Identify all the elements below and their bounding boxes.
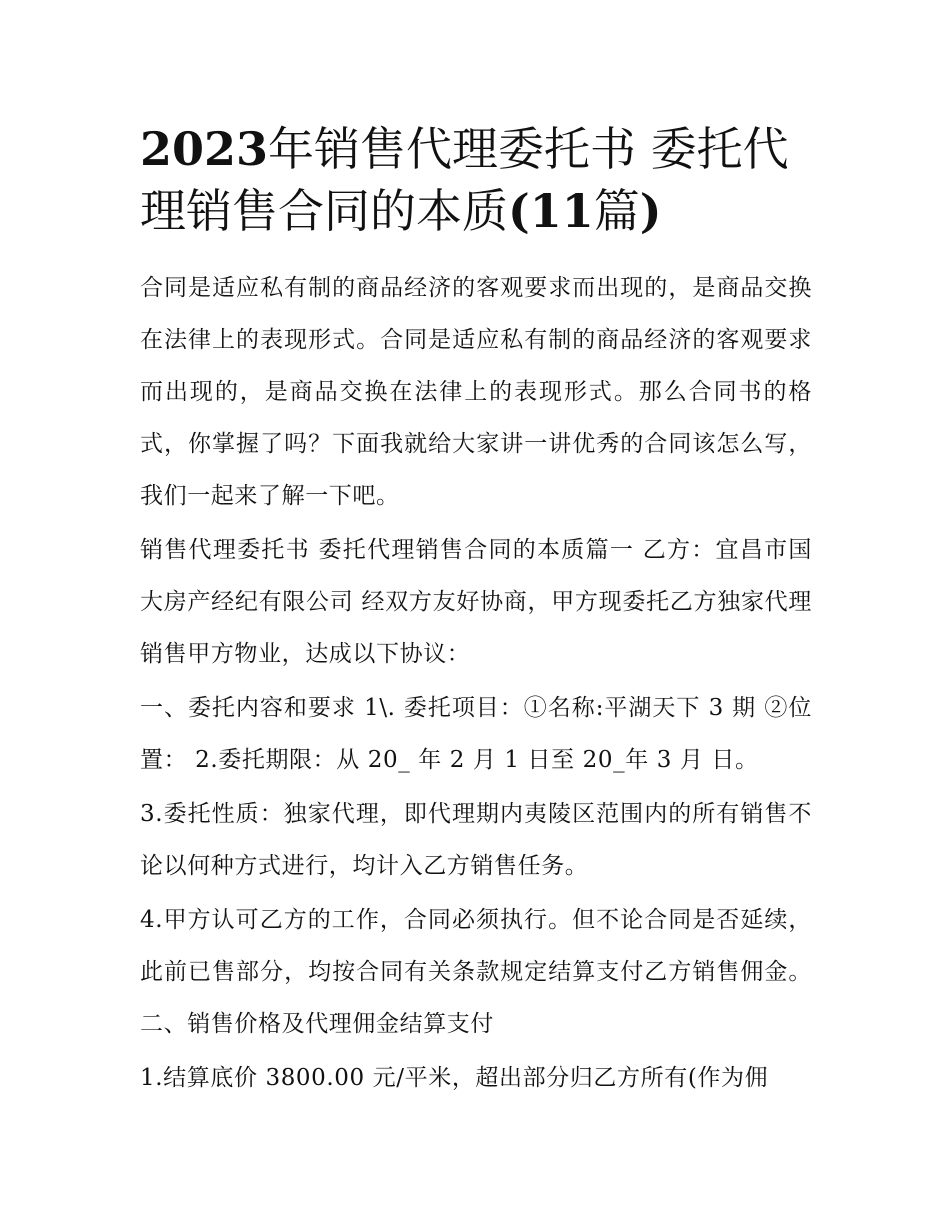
- document-page: [140, 118, 812, 1106]
- paragraph-clause-1: 一、委托内容和要求 1\. 委托项目：①名称:平湖天下 3 期 ②位置： 2.委托期限：从 20_ 年 2 月 1 日至 20_年 3 月 日。: [140, 695, 812, 773]
- paragraph-price: 1.结算底价 3800.00 元/平米，超出部分归乙方所有(作为佣: [140, 1065, 769, 1091]
- document-body: [140, 262, 812, 1104]
- paragraph-clause-4: 4.甲方认可乙方的工作，合同必须执行。但不论合同是否延续，此前已售部分，均按合同有关条款规定结算支付乙方销售佣金。 二、销售价格及代理佣金结算支付: [140, 907, 812, 1037]
- document-title: 2023年销售代理委托书 委托代理销售合同的本质(11篇): [140, 122, 789, 238]
- paragraph-clause-3: 3.委托性质：独家代理，即代理期内夷陵区范围内的所有销售不论以何种方式进行，均计入乙方销售任务。: [140, 801, 812, 879]
- paragraph-intro: 合同是适应私有制的商品经济的客观要求而出现的，是商品交换在法律上的表现形式。合同是适应私有制的商品经济的客观要求而出现的，是商品交换在法律上的表现形式。那么合同书的格式，你掌握了吗？下面我就给大家讲一讲优秀的合同该怎么写，我们一起来了解一下吧。: [140, 275, 812, 509]
- paragraph-parties: 销售代理委托书 委托代理销售合同的本质篇一 乙方：宜昌市国大房产经纪有限公司 经双方友好协商，甲方现委托乙方独家代理销售甲方物业，达成以下协议：: [140, 537, 812, 667]
